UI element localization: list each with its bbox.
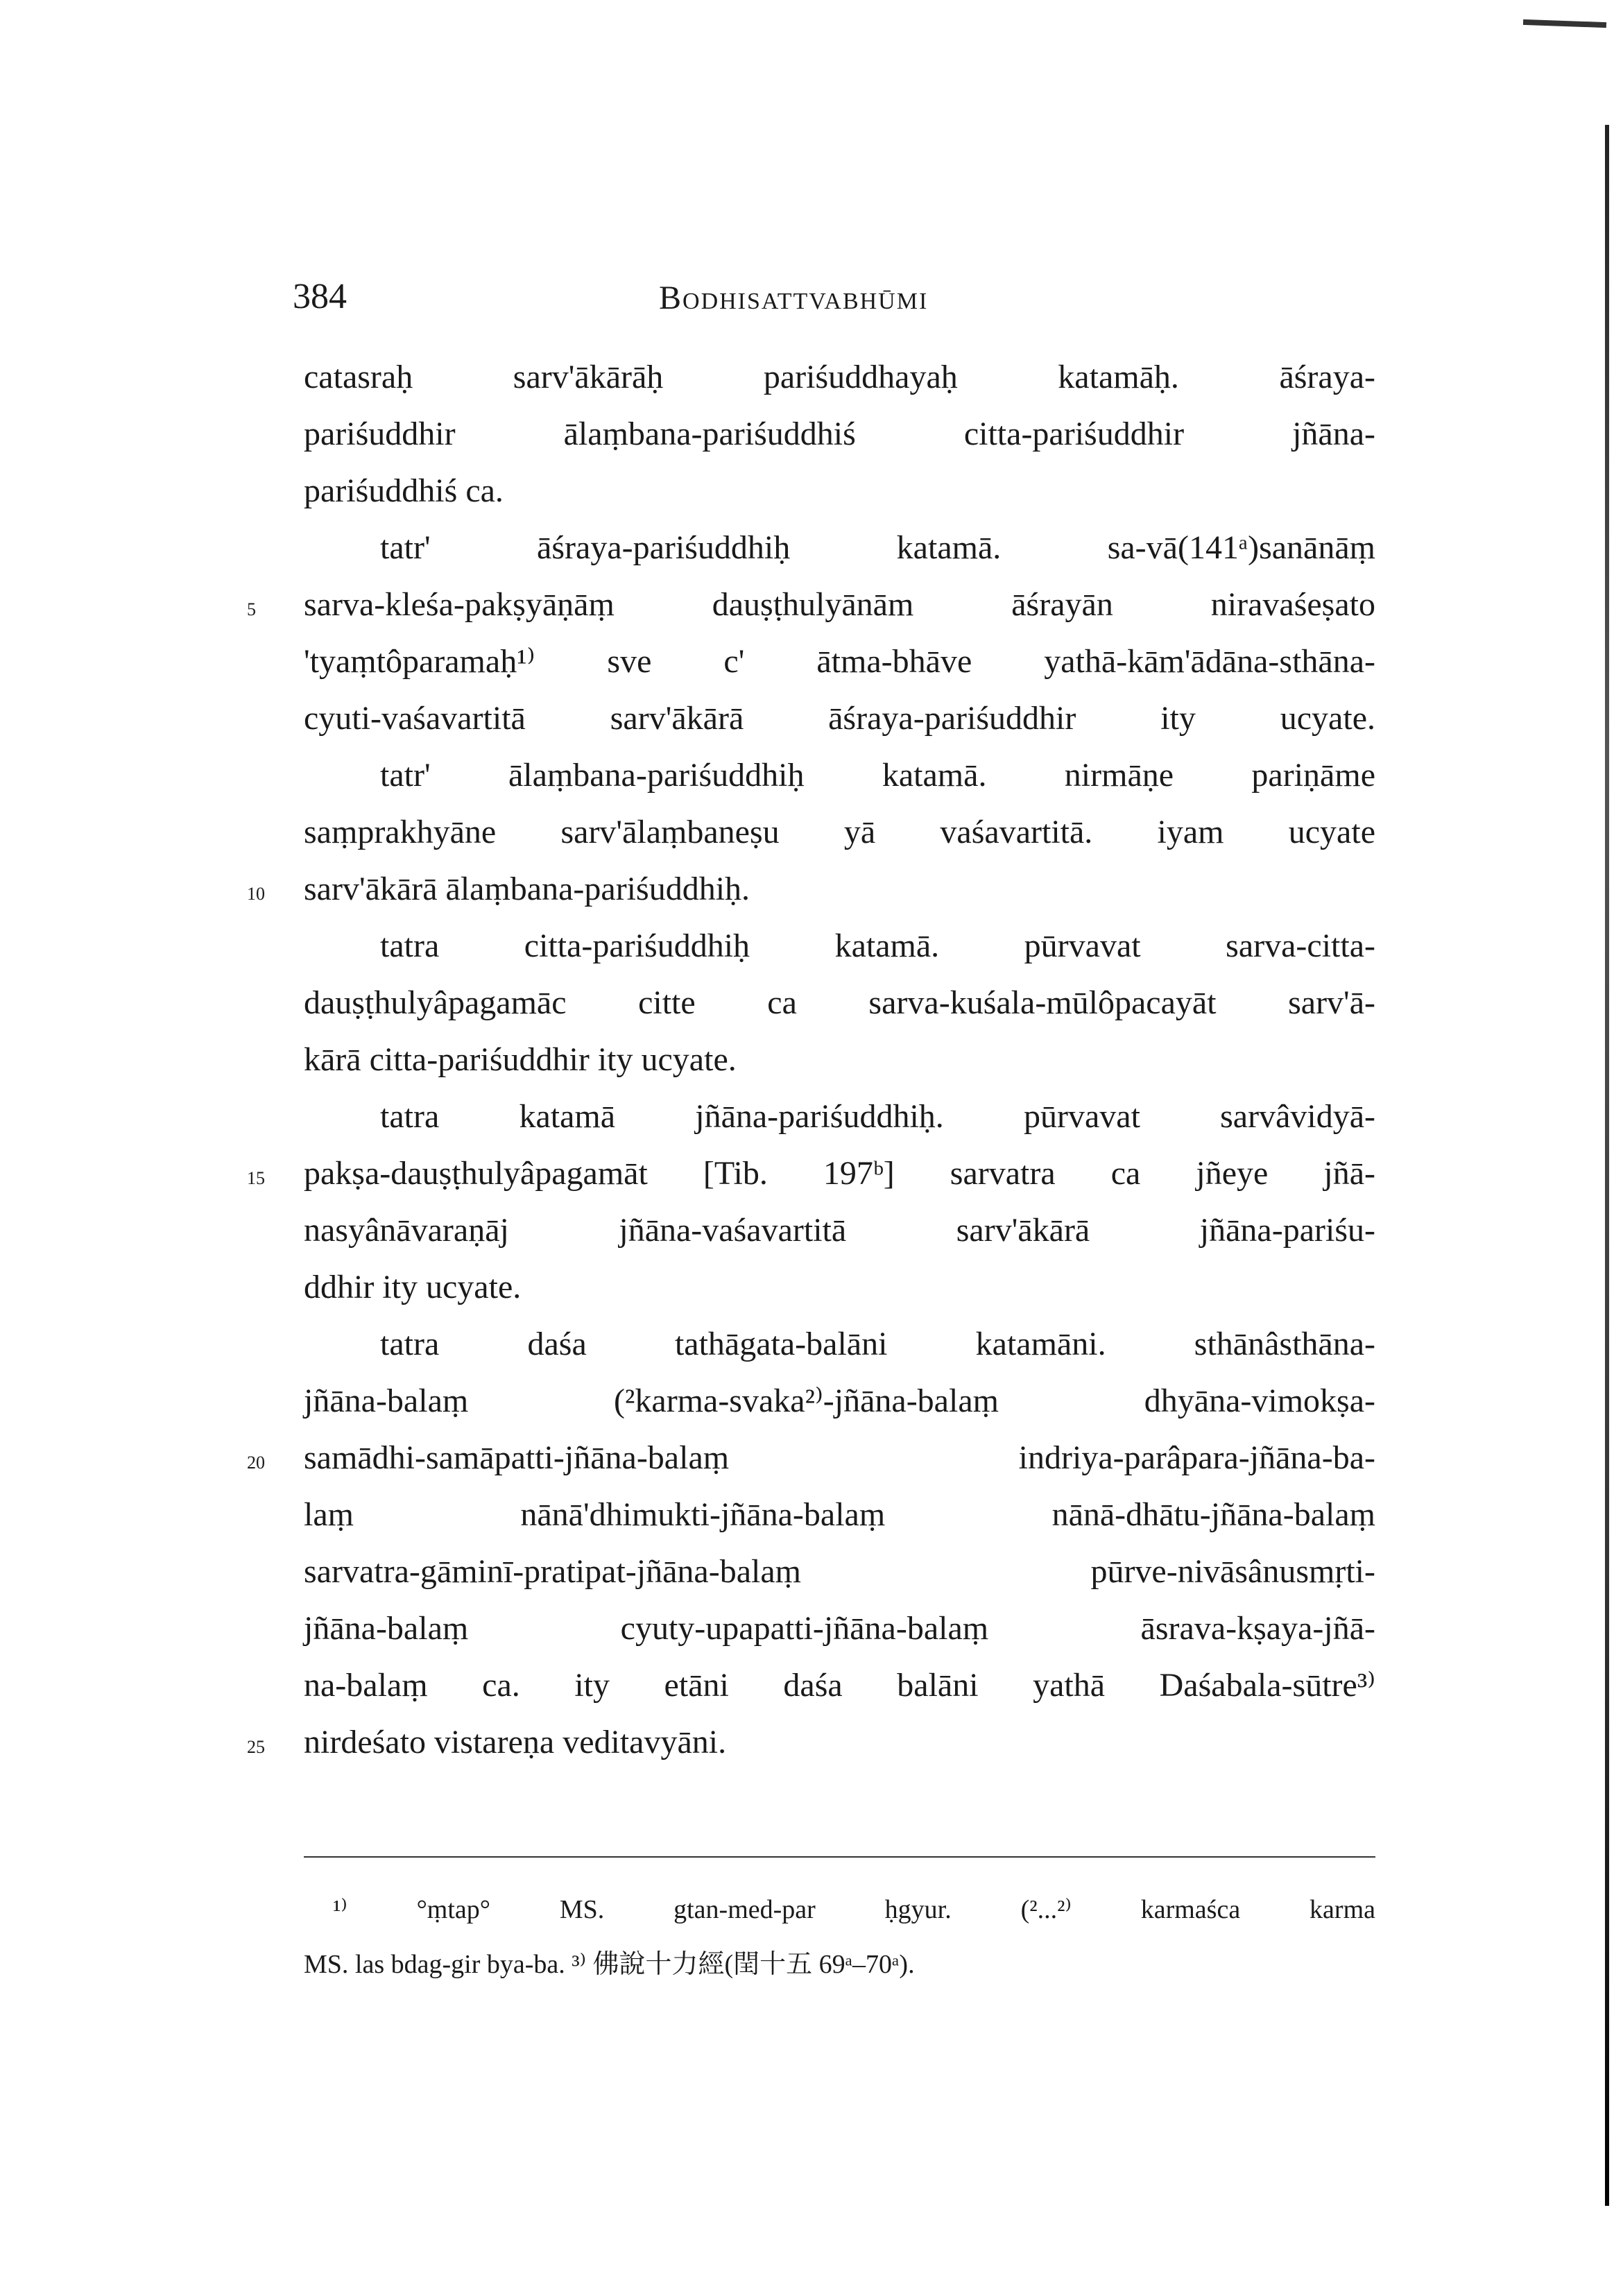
line-number: 20 [247,1453,265,1473]
text-line: tatr' āśraya-pariśuddhiḥ katamā. sa-vā(141ᵃ)sanānāṃ [380,529,1375,566]
text-line: tatra daśa tathāgata-balāni katamāni. sthānâsthāna- [380,1326,1375,1362]
text-line: sarv'ākārā ālaṃbana-pariśuddhiḥ. [304,871,750,907]
text-line: sarva-kleśa-pakṣyāṇāṃ dauṣṭhulyānām āśrayān niravaśeṣato [304,586,1375,623]
line-number: 15 [247,1168,265,1188]
footnote-line: ¹⁾ °ṃtap° MS. gtan-med-par ḥgyur. (²...²⁾ karmaśca karma [333,1895,1375,1924]
page-edge-right [1605,125,1609,2206]
text-line: saṃprakhyāne sarv'ālaṃbaneṣu yā vaśavartitā. iyam ucyate [304,814,1375,850]
text-line: nirdeśato vistareṇa veditavyāni. [304,1724,727,1760]
running-title: Bodhisattvabhūmi [659,280,929,316]
text-line: sarvatra-gāminī-pratipat-jñāna-balaṃ pūrve-nivāsânusmṛti- [304,1553,1375,1590]
text-line: jñāna-balaṃ cyuty-upapatti-jñāna-balaṃ āsrava-kṣaya-jñā- [304,1610,1375,1647]
text-line: laṃ nānā'dhimukti-jñāna-balaṃ nānā-dhātu-jñāna-balaṃ [304,1496,1375,1533]
line-number: 25 [247,1737,265,1757]
text-line: pariśuddhiś ca. [304,472,504,509]
text-line: tatra katamā jñāna-pariśuddhiḥ. pūrvavat sarvâvidyā- [380,1098,1375,1135]
text-line: jñāna-balaṃ (²karma-svaka²⁾-jñāna-balaṃ dhyāna-vimokṣa- [304,1382,1375,1419]
text-line: tatr' ālaṃbana-pariśuddhiḥ katamā. nirmāṇe pariṇāme [380,757,1375,794]
text-line: kārā citta-pariśuddhir ity ucyate. [304,1041,737,1078]
text-line: dauṣṭhulyâpagamāc citte ca sarva-kuśala-mūlôpacayāt sarv'ā- [304,984,1375,1021]
page-number: 384 [293,277,347,316]
footnote-line: MS. las bdag-gir bya-ba. ³⁾ 佛說十力經(閏十五 69ᵃ–70ᵃ). [304,1950,915,1979]
text-line: tatra citta-pariśuddhiḥ katamā. pūrvavat sarva-citta- [380,927,1375,964]
page-edge-top [1523,19,1606,28]
text-line: ddhir ity ucyate. [304,1269,522,1305]
text-line: pakṣa-dauṣṭhulyâpagamāt [Tib. 197ᵇ] sarvatra ca jñeye jñā- [304,1155,1375,1192]
line-number: 10 [247,884,265,904]
line-number: 5 [247,599,256,619]
text-line: cyuti-vaśavartitā sarv'ākārā āśraya-pariśuddhir ity ucyate. [304,700,1375,737]
text-line: na-balaṃ ca. ity etāni daśa balāni yathā Daśabala-sūtre³⁾ [304,1667,1375,1704]
footnote-rule [304,1856,1375,1858]
text-line: nasyânāvaraṇāj jñāna-vaśavartitā sarv'ākārā jñāna-pariśu- [304,1212,1375,1249]
text-line: catasraḥ sarv'ākārāḥ pariśuddhayaḥ katamāḥ. āśraya- [304,359,1375,395]
text-line: samādhi-samāpatti-jñāna-balaṃ indriya-parâpara-jñāna-ba- [304,1439,1375,1476]
text-line: 'tyaṃtôparamaḥ¹⁾ sve c' ātma-bhāve yathā-kām'ādāna-sthāna- [304,643,1375,680]
text-line: pariśuddhir ālaṃbana-pariśuddhiś citta-pariśuddhir jñāna- [304,415,1375,452]
